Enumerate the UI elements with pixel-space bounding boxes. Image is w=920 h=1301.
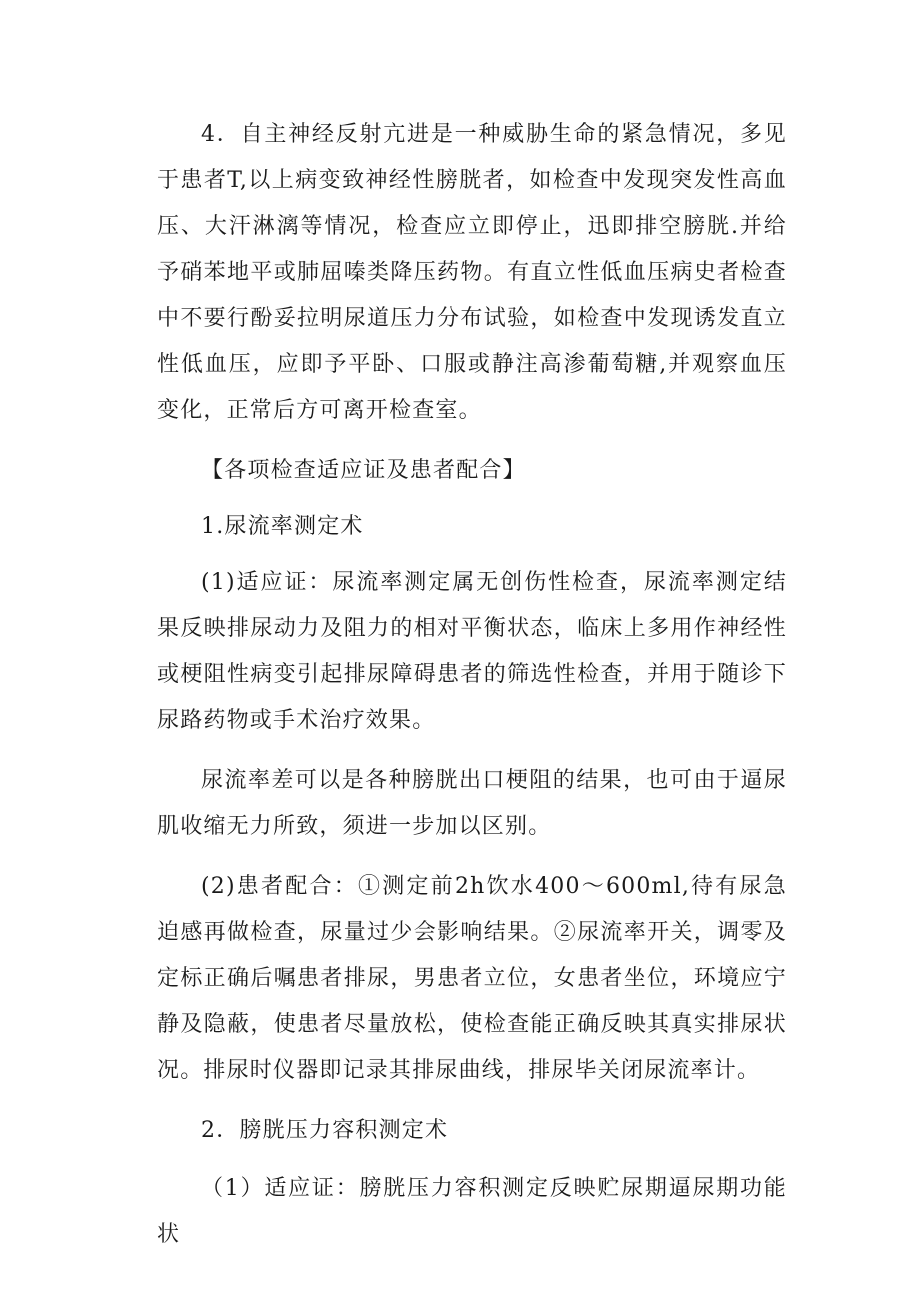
section-heading-indications: 【各项检查适应证及患者配合】: [201, 458, 526, 483]
text-column: [157, 112, 787, 1258]
subsection-heading-uroflowmetry: 1.尿流率测定术: [201, 514, 364, 539]
subsection-heading-cystometry: 2．膀胱压力容积测定术: [201, 1118, 449, 1143]
paragraph-patient-cooperation: (2)患者配合：①测定前2h饮水400～600ml,待有尿急迫感再做检查，尿量过少会影响结果。②尿流率开关，调零及定标正确后嘱患者排尿，男患者立位，女患者坐位，环境应宁静及隐蔽，使患者尽量放松，使检查能正确反映其真实排尿状况。排尿时仪器即记录其排尿曲线，排尿毕关闭尿流率计。: [157, 874, 787, 1083]
paragraph-uroflow-difference: 尿流率差可以是各种膀胱出口梗阻的结果，也可由于逼尿肌收缩无力所致，须进一步加以区别。: [157, 768, 787, 839]
paragraph-uroflowmetry-indications: (1)适应证：尿流率测定属无创伤性检查，尿流率测定结果反映排尿动力及阻力的相对平衡状态，临床上多用作神经性或梗阻性病变引起排尿障碍患者的筛选性检查，并用于随诊下尿路药物或手术治疗效果。: [157, 570, 787, 733]
paragraph-cystometry-indications: （1）适应证：膀胱压力容积测定反映贮尿期逼尿期功能状: [157, 1176, 787, 1247]
paragraph-autonomic-dysreflexia: 4．自主神经反射亢进是一种威胁生命的紧急情况，多见于患者T,以上病变致神经性膀胱者，如检查中发现突发性高血压、大汗淋漓等情况，检查应立即停止，迅即排空膀胱.并给予硝苯地平或肺屈嗪类降压药物。有直立性低血压病史者检查中不要行酚妥拉明尿道压力分布试验，如检查中发现诱发直立性低血压，应即予平卧、口服或静注高渗葡萄糖,并观察血压变化，正常后方可离开检查室。: [157, 122, 787, 423]
